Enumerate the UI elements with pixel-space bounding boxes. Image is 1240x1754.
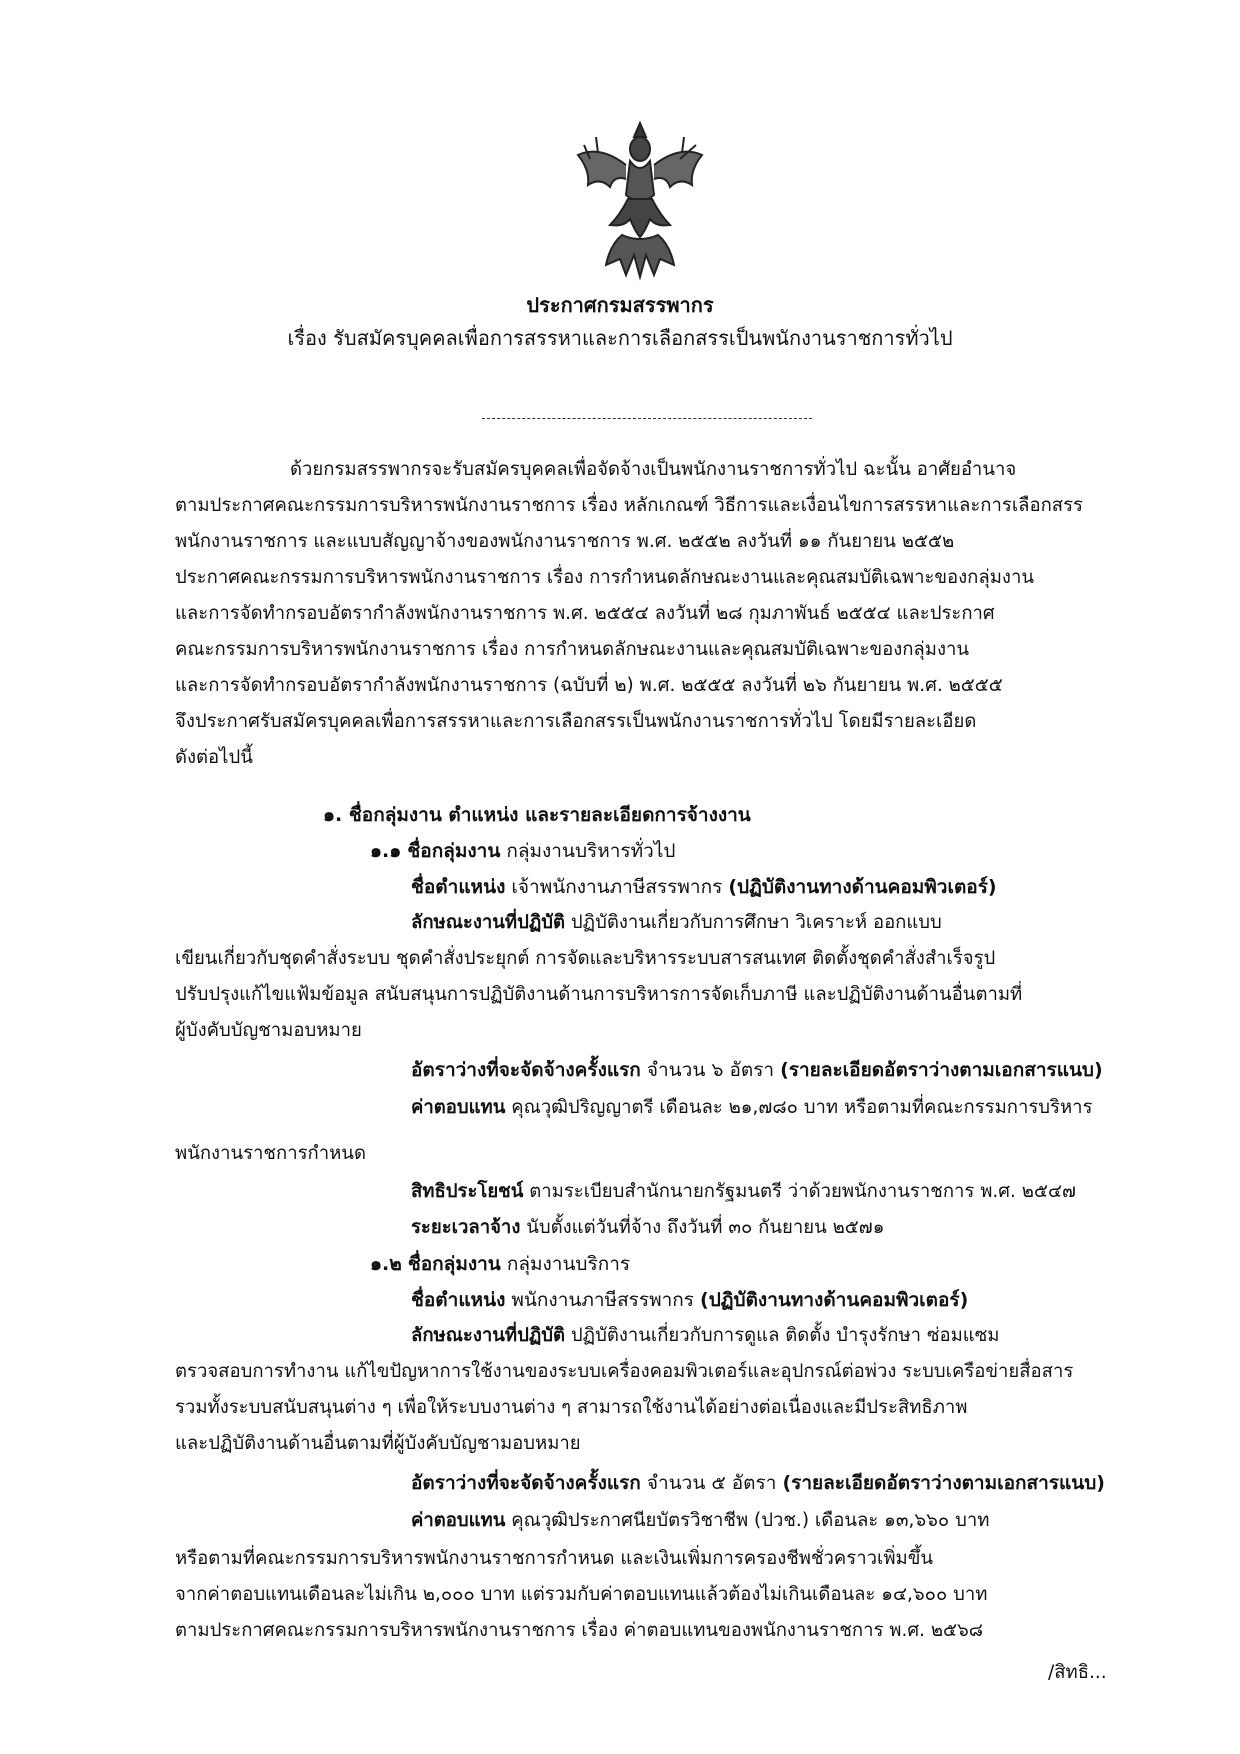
section-heading: ๑. ชื่อกลุ่มงาน ตำแหน่ง และรายละเอียดการจ้างงาน (323, 804, 751, 826)
pay-row (411, 1508, 989, 1534)
title-divider (482, 418, 812, 419)
vacancy-row (411, 1057, 1103, 1083)
duty-line: ผู้บังคับบัญชามอบหมาย (175, 1020, 362, 1041)
position-row (411, 874, 997, 900)
pay-label: ค่าตอบแทน (411, 1097, 506, 1118)
duty-label: ลักษณะงานที่ปฏิบัติ (411, 1325, 566, 1346)
pay-line: พนักงานราชการกำหนด (175, 1143, 366, 1164)
position-value: เจ้าพนักงานภาษีสรรพากร (511, 876, 723, 898)
continued-marker: /สิทธิ... (1048, 1662, 1107, 1683)
intro-line: พนักงานราชการ และแบบสัญญาจ้างของพนักงานราชการ พ.ศ. ๒๕๕๒ ลงวันที่ ๑๑ กันยายน ๒๕๕๒ (175, 531, 955, 552)
term-row (411, 1215, 884, 1241)
duty-row (411, 910, 942, 936)
duty-text: ปฏิบัติงานเกี่ยวกับการดูแล ติดตั้ง บำรุงรักษา ซ่อมแซม (570, 1325, 1000, 1346)
intro-line: ประกาศคณะกรรมการบริหารพนักงานราชการ เรื่อง การกำหนดลักษณะงานและคุณสมบัติเฉพาะของกลุ่มงาน (175, 567, 1034, 588)
duty-line: รวมทั้งระบบสนับสนุนต่าง ๆ เพื่อให้ระบบงานต่าง ๆ สามารถใช้งานได้อย่างต่อเนื่องและมีประสิทธิภาพ (175, 1397, 968, 1418)
pay-label: ค่าตอบแทน (411, 1510, 506, 1531)
group-label: ชื่อกลุ่มงาน (407, 1253, 501, 1275)
intro-line: และการจัดทำกรอบอัตรากำลังพนักงานราชการ (ฉบับที่ ๒) พ.ศ. ๒๕๕๕ ลงวันที่ ๒๖ กันยายน พ.ศ. ๒๕๕๕ (175, 675, 1003, 696)
position-label: ชื่อตำแหน่ง (411, 876, 506, 898)
document-title: ประกาศกรมสรรพากร (526, 293, 714, 317)
group-number: ๑.๑ (370, 840, 402, 862)
vacancy-row (411, 1470, 1105, 1496)
group-label: ชื่อกลุ่มงาน (407, 840, 501, 862)
group-1-heading (370, 838, 675, 864)
duty-text: ปฏิบัติงานเกี่ยวกับการศึกษา วิเคราะห์ ออกแบบ (570, 912, 942, 933)
vacancy-note: (รายละเอียดอัตราว่างตามเอกสารแนบ) (782, 1472, 1105, 1494)
pay-line: จากค่าตอบแทนเดือนละไม่เกิน ๒,๐๐๐ บาท แต่รวมกับค่าตอบแทนแล้วต้องไม่เกินเดือนละ ๑๔,๖๐๐ บาท (175, 1584, 988, 1605)
pay-value: คุณวุฒิประกาศนียบัตรวิชาชีพ (ปวช.) เดือนละ ๑๓,๖๖๐ บาท (511, 1510, 990, 1531)
pay-row (411, 1095, 1093, 1121)
vacancy-value: จำนวน ๕ อัตรา (646, 1472, 777, 1494)
vacancy-label: อัตราว่างที่จะจัดจ้างครั้งแรก (411, 1472, 641, 1494)
benefit-label: สิทธิประโยชน์ (411, 1181, 524, 1202)
garuda-emblem (570, 115, 710, 283)
duty-label: ลักษณะงานที่ปฏิบัติ (411, 912, 566, 933)
position-note: (ปฏิบัติงานทางด้านคอมพิวเตอร์) (700, 1289, 969, 1311)
intro-line: คณะกรรมการบริหารพนักงานราชการ เรื่อง การกำหนดลักษณะงานและคุณสมบัติเฉพาะของกลุ่มงาน (175, 639, 970, 660)
duty-line: และปฏิบัติงานด้านอื่นตามที่ผู้บังคับบัญชามอบหมาย (175, 1433, 581, 1454)
vacancy-note: (รายละเอียดอัตราว่างตามเอกสารแนบ) (780, 1059, 1103, 1081)
intro-line: ตามประกาศคณะกรรมการบริหารพนักงานราชการ เรื่อง หลักเกณฑ์ วิธีการและเงื่อนไขการสรรหาและการเลือกสรร (175, 495, 1083, 516)
group-value: กลุ่มงานบริการ (506, 1253, 631, 1275)
duty-line: เขียนเกี่ยวกับชุดคำสั่งระบบ ชุดคำสั่งประยุกต์ การจัดและบริหารระบบสารสนเทศ ติดตั้งชุดคำสั่งสำเร็จรูป (175, 948, 996, 969)
group-number: ๑.๒ (370, 1253, 402, 1275)
benefit-row (411, 1179, 1076, 1205)
duty-line: ปรับปรุงแก้ไขแฟ้มข้อมูล สนับสนุนการปฏิบัติงานด้านการบริหารการจัดเก็บภาษี และปฏิบัติงานด้านอื่นตามที่ (175, 984, 1023, 1005)
term-value: นับตั้งแต่วันที่จ้าง ถึงวันที่ ๓๐ กันยายน ๒๕๗๑ (526, 1217, 885, 1238)
position-value: พนักงานภาษีสรรพากร (511, 1289, 694, 1311)
intro-line: ดังต่อไปนี้ (175, 747, 253, 768)
document-subject: เรื่อง รับสมัครบุคคลเพื่อการสรรหาและการเลือกสรรเป็นพนักงานราชการทั่วไป (287, 326, 953, 350)
position-row (411, 1287, 968, 1313)
group-2-heading (370, 1251, 630, 1277)
duty-row (411, 1323, 999, 1349)
position-note: (ปฏิบัติงานทางด้านคอมพิวเตอร์) (728, 876, 997, 898)
intro-line: และการจัดทำกรอบอัตรากำลังพนักงานราชการ พ.ศ. ๒๕๕๔ ลงวันที่ ๒๘ กุมภาพันธ์ ๒๕๕๔ และประกาศ (175, 603, 995, 624)
pay-value: คุณวุฒิปริญญาตรี เดือนละ ๒๑,๗๘๐ บาท หรือตามที่คณะกรรมการบริหาร (511, 1097, 1093, 1118)
duty-line: ตรวจสอบการทำงาน แก้ไขปัญหาการใช้งานของระบบเครื่องคอมพิวเตอร์และอุปกรณ์ต่อพ่วง ระบบเครือข่ายสื่อสาร (175, 1361, 1074, 1382)
vacancy-label: อัตราว่างที่จะจัดจ้างครั้งแรก (411, 1059, 641, 1081)
position-label: ชื่อตำแหน่ง (411, 1289, 506, 1311)
intro-line: ด้วยกรมสรรพากรจะรับสมัครบุคคลเพื่อจัดจ้างเป็นพนักงานราชการทั่วไป ฉะนั้น อาศัยอำนาจ (290, 459, 1017, 480)
group-value: กลุ่มงานบริหารทั่วไป (506, 840, 676, 862)
pay-line: หรือตามที่คณะกรรมการบริหารพนักงานราชการกำหนด และเงินเพิ่มการครองชีพชั่วคราวเพิ่มขึ้น (175, 1548, 934, 1569)
vacancy-value: จำนวน ๖ อัตรา (646, 1059, 775, 1081)
intro-line: จึงประกาศรับสมัครบุคคลเพื่อการสรรหาและการเลือกสรรเป็นพนักงานราชการทั่วไป โดยมีรายละเอียด (175, 711, 977, 732)
pay-line: ตามประกาศคณะกรรมการบริหารพนักงานราชการ เรื่อง ค่าตอบแทนของพนักงานราชการ พ.ศ. ๒๕๖๘ (175, 1620, 984, 1641)
term-label: ระยะเวลาจ้าง (411, 1217, 521, 1238)
benefit-value: ตามระเบียบสำนักนายกรัฐมนตรี ว่าด้วยพนักงานราชการ พ.ศ. ๒๕๔๗ (529, 1181, 1076, 1202)
